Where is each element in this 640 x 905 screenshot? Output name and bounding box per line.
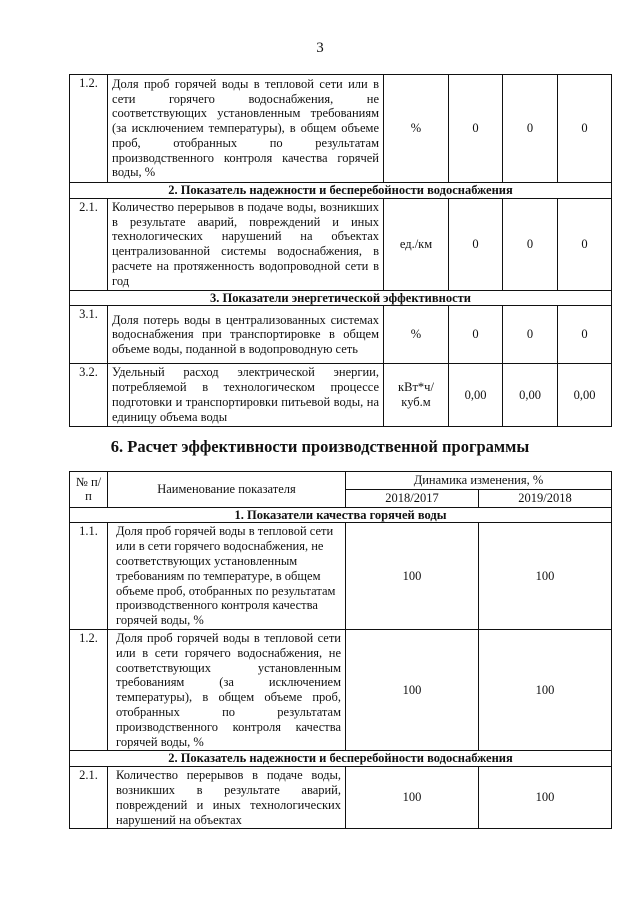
section-row — [70, 507, 612, 523]
unit-cell: % — [384, 306, 449, 364]
section-title: 2. Показатель надежности и бесперебойности водоснабжения — [70, 183, 612, 199]
value-cell: 0,00 — [558, 364, 612, 426]
section-row — [70, 290, 612, 306]
header-num: № п/п — [70, 472, 108, 508]
indicator-description: Количество перерывов в подаче воды, возникших в результате аварий, повреждений и иных технологических нарушений на объектах централизованной системы водоснабжения, в расчете на протяженность водопроводной сети в год — [108, 198, 384, 290]
value-cell: 100 — [346, 629, 479, 750]
section-row — [70, 751, 612, 767]
row-number: 1.1. — [70, 523, 108, 630]
table-row — [70, 198, 612, 290]
value-cell: 0 — [558, 306, 612, 364]
section-title: 3. Показатели энергетической эффективности — [70, 290, 612, 306]
row-number: 3.1. — [70, 306, 108, 364]
section-row — [70, 183, 612, 199]
table-header-row — [70, 472, 612, 490]
indicator-description: Удельный расход электрической энергии, потребляемой в технологическом процессе подготовки и транспортировки питьевой воды, на единицу объема воды — [108, 364, 384, 426]
value-cell: 0 — [449, 198, 503, 290]
table-row — [70, 523, 612, 630]
page-number: 3 — [316, 40, 324, 56]
header-year-1: 2018/2017 — [346, 489, 479, 507]
value-cell: 0,00 — [449, 364, 503, 426]
header-dynamics: Динамика изменения, % — [346, 472, 612, 490]
table-row — [70, 75, 612, 183]
value-cell: 0 — [558, 198, 612, 290]
indicators-table — [69, 74, 612, 427]
indicator-description: Доля проб горячей воды в тепловой сети или в сети горячего водоснабжения, не соответствующих установленным требованиям по температуре, в общем объеме проб, отобранных по результатам производственного контроля качества горячей воды, % — [108, 523, 346, 630]
section-heading: 6. Расчет эффективности производственной программы — [110, 437, 530, 456]
header-year-2: 2019/2018 — [479, 489, 612, 507]
indicator-description: Доля потерь воды в централизованных системах водоснабжения при транспортировке в общем объеме воды, поданной в водопроводную сеть — [108, 306, 384, 364]
indicator-description: Доля проб горячей воды в тепловой сети или в сети горячего водоснабжения, не соответствующих установленным требованиям (за исключением температуры), в общем объеме проб, отобранных по результатам производственного контроля качества горячей воды, % — [108, 629, 346, 750]
value-cell: 100 — [479, 767, 612, 829]
section-title: 2. Показатель надежности и бесперебойности водоснабжения — [70, 751, 612, 767]
row-number: 2.1. — [70, 767, 108, 829]
efficiency-table — [69, 471, 612, 829]
value-cell: 0 — [503, 198, 558, 290]
indicator-description: Доля проб горячей воды в тепловой сети или в сети горячего водоснабжения, не соответствующих установленным требованиям (за исключением температуры), в общем объеме проб, отобранных по результатам производственного контроля качества горячей воды, % — [108, 75, 384, 183]
unit-cell: % — [384, 75, 449, 183]
row-number: 1.2. — [70, 629, 108, 750]
table-row — [70, 767, 612, 829]
value-cell: 0 — [503, 75, 558, 183]
value-cell: 100 — [479, 523, 612, 630]
table-row — [70, 364, 612, 426]
value-cell: 100 — [346, 523, 479, 630]
value-cell: 100 — [479, 629, 612, 750]
header-name: Наименование показателя — [108, 472, 346, 508]
value-cell: 0 — [503, 306, 558, 364]
value-cell: 0 — [558, 75, 612, 183]
row-number: 3.2. — [70, 364, 108, 426]
value-cell: 0 — [449, 306, 503, 364]
row-number: 1.2. — [70, 75, 108, 183]
indicator-description: Количество перерывов в подаче воды, возникших в результате аварий, повреждений и иных технологических нарушений на объектах — [108, 767, 346, 829]
value-cell: 100 — [346, 767, 479, 829]
table-row — [70, 629, 612, 750]
section-title: 1. Показатели качества горячей воды — [70, 507, 612, 523]
unit-cell: ед./км — [384, 198, 449, 290]
table-row — [70, 306, 612, 364]
unit-cell: кВт*ч/ куб.м — [384, 364, 449, 426]
value-cell: 0 — [449, 75, 503, 183]
value-cell: 0,00 — [503, 364, 558, 426]
row-number: 2.1. — [70, 198, 108, 290]
